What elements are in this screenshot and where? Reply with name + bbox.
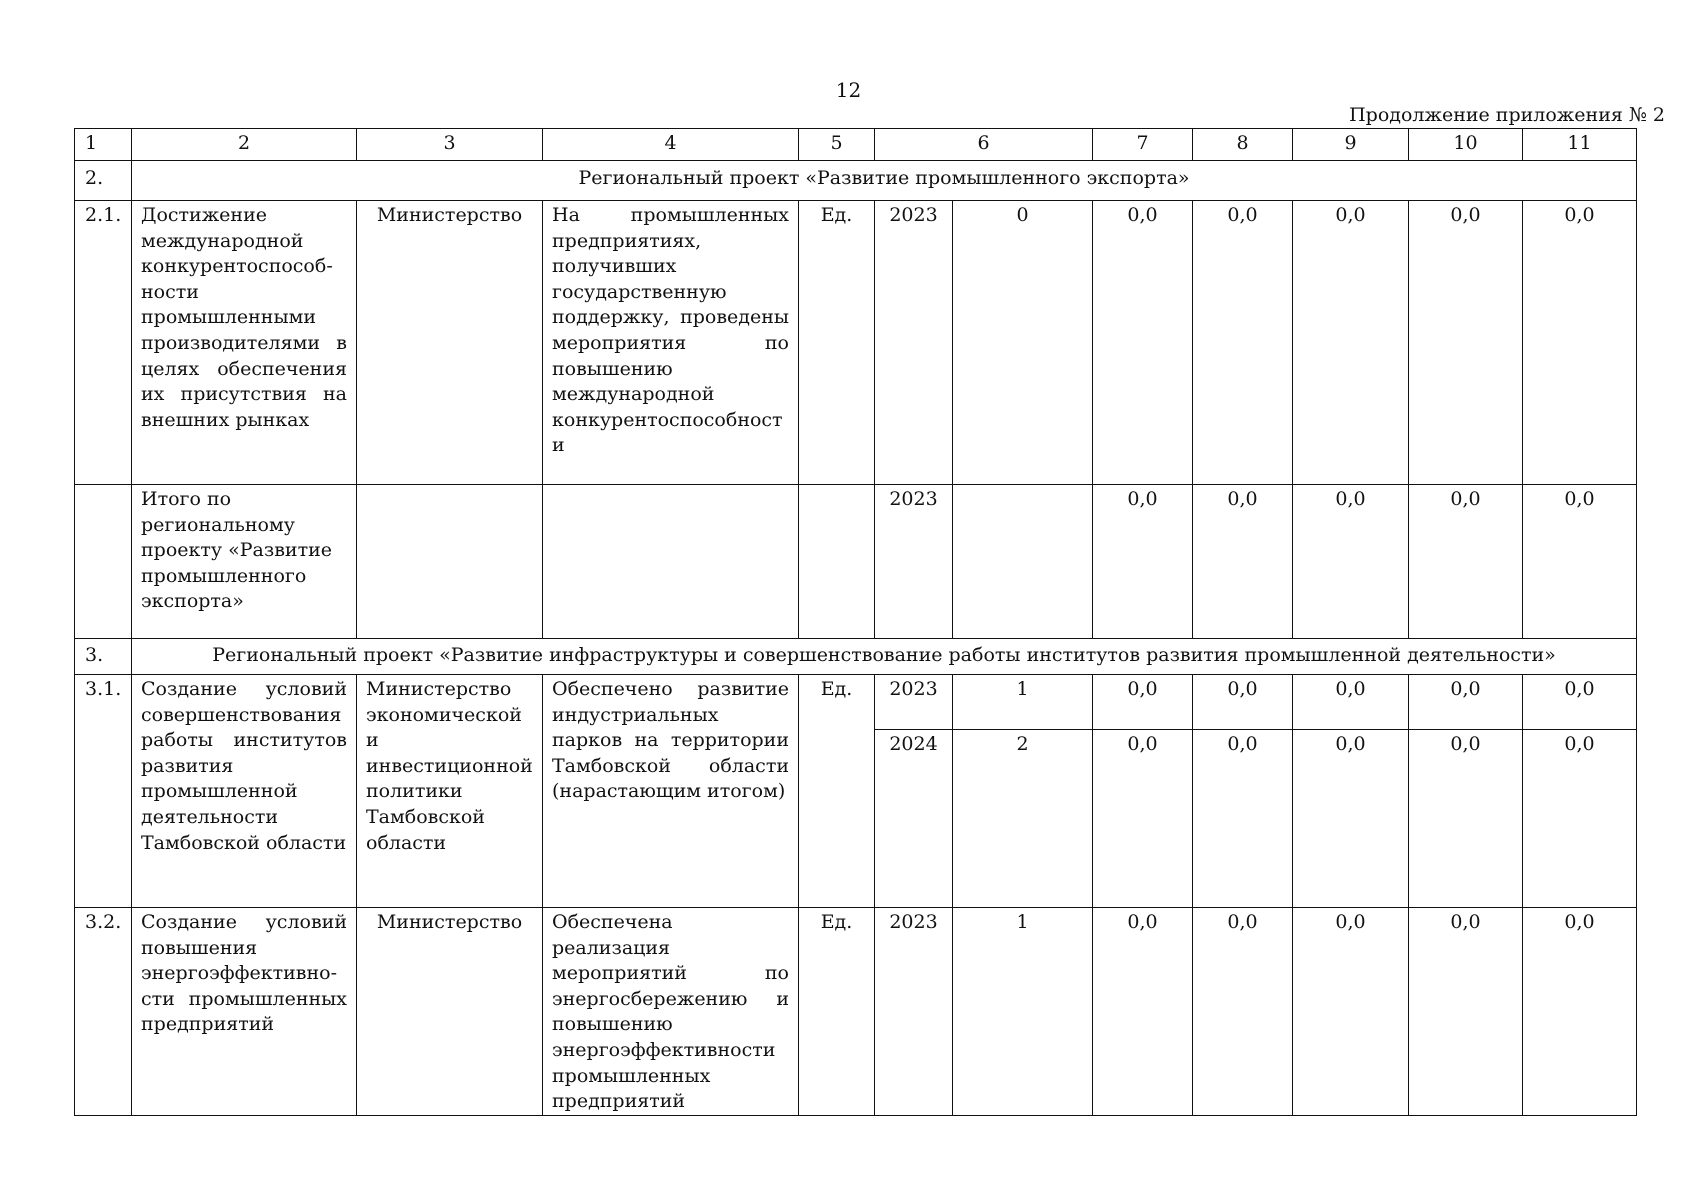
funding-cell: 0,0 [1523,201,1637,485]
expected-result: Обеспечено развитие индустриальных парков на территории Тамбовской области (нарастающим итогом) [543,675,799,908]
responsible-executor: Министерство [357,908,543,1116]
total-label: Итого по региональному проекту «Развитие промышленного экспорта» [132,485,357,639]
appendix-table [74,128,1637,1116]
funding-cell: 0,0 [1409,485,1523,639]
measure-name: Создание условий повышения энергоэффективно-сти промышленных предприятий [132,908,357,1116]
section-title: Региональный проект «Развитие промышленного экспорта» [132,161,1637,201]
header-cell: 10 [1409,129,1523,161]
unit [799,485,875,639]
table-row [75,675,1637,730]
unit: Ед. [799,908,875,1116]
funding-cell: 0,0 [1093,485,1193,639]
header-cell: 2 [132,129,357,161]
responsible-executor [357,485,543,639]
header-cell: 8 [1193,129,1293,161]
funding-cell: 0,0 [1193,730,1293,908]
header-cell: 1 [75,129,132,161]
funding-cell: 0,0 [1523,730,1637,908]
year: 2023 [875,908,953,1116]
funding-cell: 0,0 [1093,730,1193,908]
section-row [75,161,1637,201]
row-number: 3.2. [75,908,132,1116]
expected-result: Обеспечена реализация мероприятий по энергосбережению и повышению энергоэффективности промышленных предприятий [543,908,799,1116]
value: 2 [953,730,1093,908]
table-row [75,201,1637,485]
measure-name: Создание условий совершенствования работы институтов развития промышленной деятельности Тамбовской области [132,675,357,908]
year: 2024 [875,730,953,908]
funding-cell: 0,0 [1523,675,1637,730]
row-number: 3.1. [75,675,132,908]
funding-cell: 0,0 [1409,908,1523,1116]
section-number: 2. [75,161,132,201]
value: 1 [953,908,1093,1116]
funding-cell: 0,0 [1523,908,1637,1116]
section-title: Региональный проект «Развитие инфраструктуры и совершенствование работы институтов развития промышленной деятельности» [132,639,1637,675]
appendix-note: Продолжение приложения № 2 [1349,104,1665,126]
table-row [75,908,1637,1116]
funding-cell: 0,0 [1293,908,1409,1116]
funding-cell: 0,0 [1193,485,1293,639]
value: 1 [953,675,1093,730]
unit: Ед. [799,201,875,485]
header-cell: 11 [1523,129,1637,161]
header-row [75,129,1637,161]
header-cell: 6 [875,129,1093,161]
funding-cell: 0,0 [1293,201,1409,485]
funding-cell: 0,0 [1293,485,1409,639]
header-cell: 3 [357,129,543,161]
page-number: 12 [835,78,862,102]
funding-cell: 0,0 [1409,675,1523,730]
funding-cell: 0,0 [1523,485,1637,639]
funding-cell: 0,0 [1409,201,1523,485]
year: 2023 [875,485,953,639]
year: 2023 [875,675,953,730]
funding-cell: 0,0 [1193,908,1293,1116]
funding-cell: 0,0 [1293,675,1409,730]
funding-cell: 0,0 [1093,201,1193,485]
value [953,485,1093,639]
expected-result: На промышленных предприятиях, получивших государственную поддержку, проведены мероприятия по повышению международной конкурентоспособности [543,201,799,485]
responsible-executor: Министерство [357,201,543,485]
total-row [75,485,1637,639]
value: 0 [953,201,1093,485]
funding-cell: 0,0 [1293,730,1409,908]
funding-cell: 0,0 [1093,908,1193,1116]
header-cell: 9 [1293,129,1409,161]
row-number [75,485,132,639]
expected-result [543,485,799,639]
year: 2023 [875,201,953,485]
responsible-executor: Министерство экономической и инвестиционной политики Тамбовской области [357,675,543,908]
funding-cell: 0,0 [1193,675,1293,730]
header-cell: 4 [543,129,799,161]
section-row [75,639,1637,675]
header-cell: 5 [799,129,875,161]
funding-cell: 0,0 [1409,730,1523,908]
funding-cell: 0,0 [1093,675,1193,730]
unit: Ед. [799,675,875,908]
measure-name: Достижение международной конкурентоспособ-ности промышленными производителями в целях обеспечения их присутствия на внешних рынках [132,201,357,485]
section-number: 3. [75,639,132,675]
row-number: 2.1. [75,201,132,485]
funding-cell: 0,0 [1193,201,1293,485]
header-cell: 7 [1093,129,1193,161]
